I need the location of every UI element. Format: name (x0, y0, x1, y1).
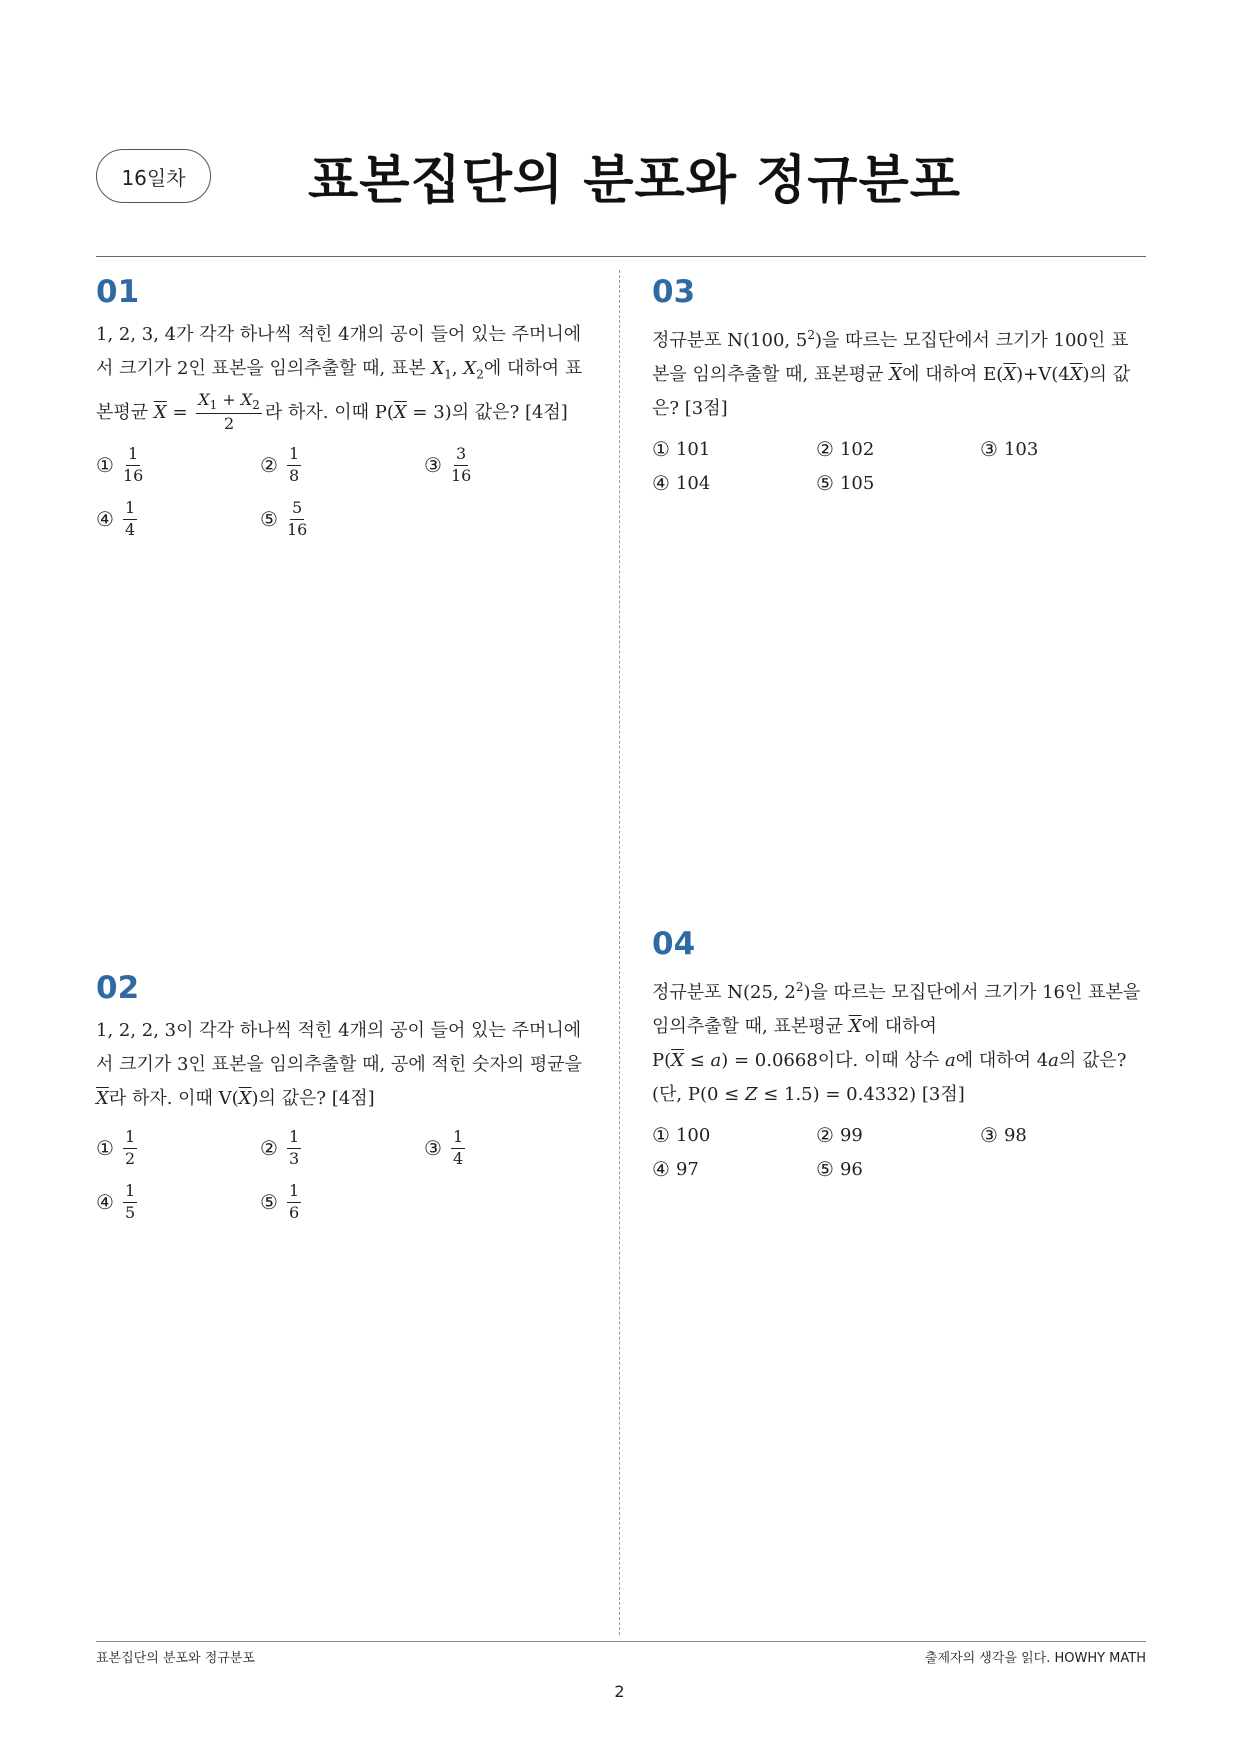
stem-text: 에 대하여 표본평균 (96, 358, 583, 423)
fraction-numerator: 1 (287, 1129, 301, 1149)
stem-text: , (451, 358, 464, 379)
choice-5[interactable] (260, 1180, 424, 1224)
choice-2[interactable] (260, 1126, 424, 1170)
sample-mean-symbol: $\overline{X}$ (671, 1050, 684, 1071)
column-divider (619, 270, 620, 1635)
var-a: a (944, 1050, 956, 1071)
stem-text: 에 대하여 4 (955, 1050, 1049, 1071)
page-title: 표본집단의 분포와 정규분포 (308, 151, 961, 211)
choice-value: 96 (839, 1158, 863, 1180)
sample-mean-symbol: $\overline{X}$ (1003, 364, 1017, 385)
fraction (450, 443, 472, 485)
sample-mean-symbol: $\overline{X}$ (238, 1088, 252, 1109)
problem-stem (652, 318, 1142, 426)
fraction (451, 1126, 465, 1168)
choice-3[interactable] (980, 436, 1144, 462)
problem-stem (652, 970, 1142, 1112)
answer-choices (96, 1126, 586, 1224)
fraction (122, 443, 144, 485)
choice-value: 101 (675, 438, 711, 460)
subscript: 2 (476, 367, 484, 382)
day-badge: 16일차 (96, 149, 211, 203)
stem-text: 에 대하여 E( (902, 364, 1004, 385)
choice-marker: ② (260, 453, 278, 478)
subscript: 2 (252, 397, 260, 412)
sample-mean-symbol: $\overline{X}$ (848, 1016, 862, 1037)
var-x: X (463, 358, 477, 379)
superscript: 2 (795, 980, 804, 994)
fraction-numerator: 1 (287, 446, 301, 466)
choice-2[interactable] (816, 1122, 980, 1148)
choice-marker: ④ (96, 1190, 114, 1214)
choice-marker: ③ (980, 1123, 998, 1147)
superscript: 2 (807, 328, 815, 342)
fraction-numerator: 3 (454, 446, 468, 466)
choice-marker: ① (652, 1123, 670, 1147)
choice-4[interactable] (96, 497, 260, 541)
problem-stem (96, 318, 586, 433)
stem-text: ) = 0.0668이다. 이때 상수 (721, 1050, 945, 1071)
choice-marker: ⑤ (816, 1157, 834, 1181)
stem-text: )의 값은? [3점] (652, 364, 1131, 419)
fraction-denominator: 6 (288, 1202, 300, 1222)
var-z: Z (744, 1084, 758, 1105)
choice-marker: ① (96, 1136, 114, 1160)
problem-number: 04 (652, 926, 696, 962)
fraction (287, 1180, 301, 1222)
choice-value: 97 (675, 1158, 699, 1180)
fraction-denominator: 3 (288, 1148, 300, 1168)
stem-text: ≤ (683, 1050, 711, 1071)
var-x: X (431, 358, 445, 379)
stem-text: = (166, 401, 194, 423)
choice-marker: ③ (424, 453, 442, 478)
fraction-numerator: 1 (126, 446, 140, 466)
footer-brand: 출제자의 생각을 읽다. HOWHY MATH (924, 1651, 1146, 1666)
fraction-denominator: 16 (450, 465, 472, 485)
fraction-denominator: 4 (124, 519, 136, 539)
stem-text: P( (652, 1050, 672, 1071)
choice-marker: ② (260, 1136, 278, 1160)
choice-value: 98 (1003, 1124, 1027, 1146)
choice-value: 104 (675, 472, 711, 494)
choice-marker: ① (96, 453, 114, 478)
choice-4[interactable] (96, 1180, 260, 1224)
choice-marker: ② (816, 437, 834, 461)
problem-stem (96, 1014, 586, 1116)
problem-01 (96, 274, 586, 541)
choice-marker: ② (816, 1123, 834, 1147)
choice-1[interactable] (96, 443, 260, 487)
header-divider (96, 256, 1146, 257)
choice-marker: ③ (424, 1136, 442, 1160)
stem-text: 정규분포 N(100, 5 (652, 330, 808, 351)
choice-5[interactable] (816, 470, 980, 496)
choice-value: 103 (1003, 438, 1039, 460)
stem-text: ≤ 1.5) = 0.4332) [3점] (757, 1084, 965, 1105)
stem-text: 정규분포 N(25, 2 (652, 982, 796, 1003)
answer-choices (96, 443, 586, 541)
page-number: 2 (614, 1682, 625, 1701)
choice-4[interactable] (652, 1156, 816, 1182)
fraction-denominator: 8 (288, 465, 300, 485)
choice-marker: ⑤ (260, 1190, 278, 1214)
problem-number: 02 (96, 970, 140, 1006)
choice-3[interactable] (424, 443, 588, 487)
problem-03 (652, 274, 1142, 496)
fraction-denominator: 5 (124, 1202, 136, 1222)
choice-3[interactable] (980, 1122, 1144, 1148)
stem-text: )+V(4 (1016, 364, 1070, 385)
choice-value: 102 (839, 438, 875, 460)
problem-number: 01 (96, 274, 140, 310)
choice-marker: ④ (652, 471, 670, 495)
fraction-numerator: 1 (123, 1129, 137, 1149)
sample-mean-symbol: $\overline{X}$ (1069, 364, 1083, 385)
choice-3[interactable] (424, 1126, 588, 1170)
var-x: X (198, 389, 210, 409)
choice-value: 99 (839, 1124, 863, 1146)
choice-2[interactable] (260, 443, 424, 487)
choice-5[interactable] (816, 1156, 980, 1182)
problem-02 (96, 970, 586, 1224)
sample-mean-symbol: $\overline{X}$ (96, 1088, 109, 1109)
problem-number: 03 (652, 274, 696, 310)
fraction-numerator: 1 (451, 1129, 465, 1149)
stem-text: )의 값은? [4점] (251, 1088, 375, 1109)
fraction (196, 389, 262, 434)
plus-sign: + (217, 389, 241, 409)
choice-value: 100 (675, 1124, 711, 1146)
stem-text: 1, 2, 2, 3이 각각 하나씩 적힌 4개의 공이 들어 있는 주머니에서 크기가 3인 표본을 임의추출할 때, 공에 적힌 숫자의 평균을 (96, 1020, 582, 1075)
answer-choices (652, 436, 1142, 496)
footer-divider (96, 1641, 1146, 1642)
choice-2[interactable] (816, 436, 980, 462)
stem-text: (단, P(0 ≤ (652, 1084, 745, 1105)
stem-text: 1, 2, 3, 4가 각각 하나씩 적힌 4개의 공이 들어 있는 주머니에서 크기가 2인 표본을 임의추출할 때, 표본 (96, 324, 582, 379)
choice-marker: ④ (652, 1157, 670, 1181)
choice-1[interactable] (652, 1122, 816, 1148)
sample-mean-symbol: $\overline{X}$ (889, 364, 903, 385)
fraction (287, 443, 301, 485)
stem-text: 에 대하여 (861, 1016, 937, 1037)
stem-text: )을 따르는 모집단에서 크기가 100인 표본을 임의추출할 때, 표본평균 (652, 330, 1129, 385)
fraction-denominator: 2 (223, 414, 235, 434)
problem-04 (652, 926, 1142, 1182)
choice-marker: ⑤ (260, 507, 278, 532)
choice-value: 105 (839, 472, 875, 494)
sample-mean-symbol: $\overline{X}$ (153, 401, 167, 423)
choice-5[interactable] (260, 497, 424, 541)
subscript: 1 (444, 367, 452, 382)
stem-text: 라 하자. 이때 P( (264, 401, 394, 423)
fraction-numerator: 1 (287, 1183, 301, 1203)
stem-text: = 3)의 값은? [4점] (406, 401, 568, 423)
stem-text: 의 값은? (1058, 1050, 1127, 1071)
fraction (123, 1180, 137, 1222)
fraction-numerator: 5 (290, 500, 304, 520)
var-x: X (240, 389, 253, 409)
fraction (123, 497, 137, 539)
choice-marker: ③ (980, 437, 998, 461)
sample-mean-symbol: $\overline{X}$ (393, 401, 407, 423)
choice-marker: ⑤ (816, 471, 834, 495)
fraction-numerator: 1 (123, 500, 137, 520)
fraction-numerator: 1 (123, 1183, 137, 1203)
footer-title: 표본집단의 분포와 정규분포 (96, 1651, 255, 1666)
answer-choices (652, 1122, 1142, 1182)
stem-text: 라 하자. 이때 V( (108, 1088, 239, 1109)
var-a: a (1048, 1050, 1059, 1071)
choice-1[interactable] (96, 1126, 260, 1170)
choice-marker: ④ (96, 507, 114, 532)
var-a: a (710, 1050, 722, 1071)
fraction (287, 1126, 301, 1168)
subscript: 1 (209, 397, 218, 412)
fraction (123, 1126, 137, 1168)
choice-4[interactable] (652, 470, 816, 496)
stem-text: )을 따르는 모집단에서 크기가 16인 표본을 임의추출할 때, 표본평균 (652, 982, 1141, 1037)
fraction (286, 497, 308, 539)
fraction-denominator: 16 (122, 465, 144, 485)
choice-1[interactable] (652, 436, 816, 462)
fraction-denominator: 2 (124, 1148, 136, 1168)
fraction-denominator: 16 (286, 519, 308, 539)
choice-marker: ① (652, 437, 670, 461)
fraction-denominator: 4 (452, 1148, 464, 1168)
